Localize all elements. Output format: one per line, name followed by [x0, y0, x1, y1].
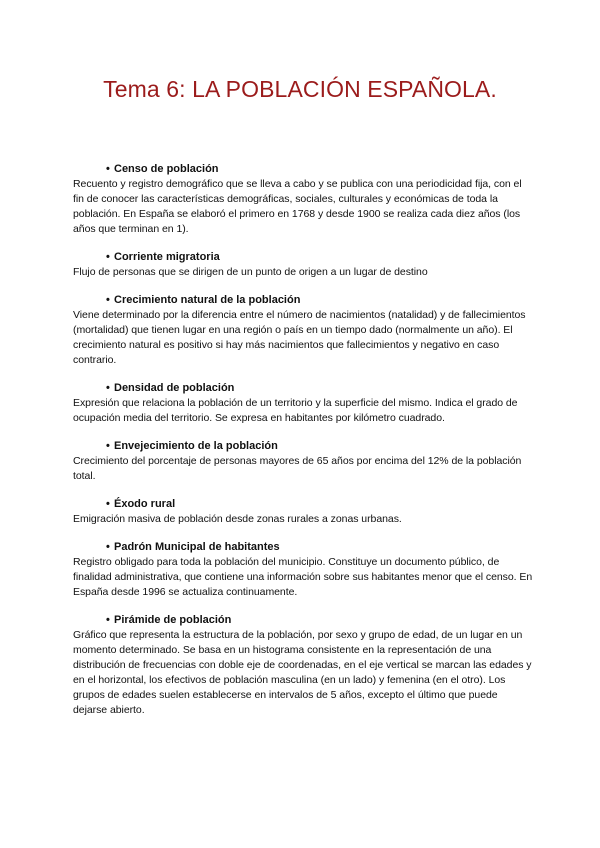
- page-title: Tema 6: LA POBLACIÓN ESPAÑOLA.: [103, 76, 497, 102]
- glossary-term: [106, 613, 533, 628]
- glossary-entry: [73, 613, 533, 718]
- glossary-definition: Emigración masiva de población desde zonas rurales a zonas urbanas.: [73, 513, 402, 525]
- glossary-definition: Registro obligado para toda la población del municipio. Constituye un documento público, de finalidad administrativa, que contiene una información sobre sus habitantes menor que el censo. En España desde 1996 se actualiza continuamente.: [73, 556, 533, 598]
- glossary-term: [106, 162, 533, 177]
- term-label: Corriente migratoria: [114, 251, 220, 263]
- term-label: Pirámide de población: [114, 614, 232, 626]
- glossary-definition: Expresión que relaciona la población de un territorio y la superficie del mismo. Indica el grado de ocupación media del territorio. Se expresa en habitantes por kilómetro cuadrado.: [73, 397, 518, 424]
- bullet-icon: •: [106, 440, 110, 452]
- term-label: Éxodo rural: [114, 498, 176, 510]
- term-label: Crecimiento natural de la población: [114, 294, 301, 306]
- glossary-definition: Recuento y registro demográfico que se lleva a cabo y se publica con una periodicidad fija, con el fin de conocer las características demográficas, sociales, culturales y económicas de toda la población. En España se elaboró el primero en 1768 y desde 1900 se realiza cada diez años (los años que terminan en 1).: [73, 178, 522, 235]
- bullet-icon: •: [106, 251, 110, 263]
- glossary-definition: Crecimiento del porcentaje de personas mayores de 65 años por encima del 12% de la población total.: [73, 455, 522, 482]
- bullet-icon: •: [106, 498, 110, 510]
- glossary-entry: [73, 540, 533, 600]
- glossary-list: [73, 162, 533, 731]
- term-label: Censo de población: [114, 163, 219, 175]
- glossary-term: [106, 540, 533, 555]
- bullet-icon: •: [106, 294, 110, 306]
- glossary-term: [106, 293, 533, 308]
- glossary-entry: [73, 293, 533, 368]
- glossary-term: [106, 497, 533, 512]
- term-label: Densidad de población: [114, 382, 235, 394]
- bullet-icon: •: [106, 382, 110, 394]
- glossary-term: [106, 250, 533, 265]
- glossary-definition: Viene determinado por la diferencia entre el número de nacimientos (natalidad) y de fallecimientos (mortalidad) que tienen lugar en una región o país en un tiempo dado (normalmente un año). El crecimiento natural es positivo si hay más nacimientos que fallecimientos y negativo en caso contrario.: [73, 309, 526, 366]
- glossary-term: [106, 381, 533, 396]
- glossary-entry: [73, 162, 533, 237]
- glossary-term: [106, 439, 533, 454]
- term-label: Envejecimiento de la población: [114, 440, 278, 452]
- bullet-icon: •: [106, 614, 110, 626]
- glossary-definition: Gráfico que representa la estructura de la población, por sexo y grupo de edad, de un lugar en un momento determinado. Se basa en un histograma consistente en la representación de una distribución de frecuencias con doble eje de coordenadas, en el eje vertical se marcan las edades y en el horizontal, los efectivos de población masculina (en un lado) y femenina (en el otro). Los grupos de edades suelen establecerse en intervalos de 5 años, excepto el último que puede dejarse abierto.: [73, 629, 532, 716]
- bullet-icon: •: [106, 541, 110, 553]
- glossary-entry: [73, 497, 533, 527]
- glossary-entry: [73, 250, 533, 280]
- glossary-entry: [73, 439, 533, 484]
- term-label: Padrón Municipal de habitantes: [114, 541, 280, 553]
- glossary-definition: Flujo de personas que se dirigen de un punto de origen a un lugar de destino: [73, 266, 428, 278]
- bullet-icon: •: [106, 163, 110, 175]
- glossary-entry: [73, 381, 533, 426]
